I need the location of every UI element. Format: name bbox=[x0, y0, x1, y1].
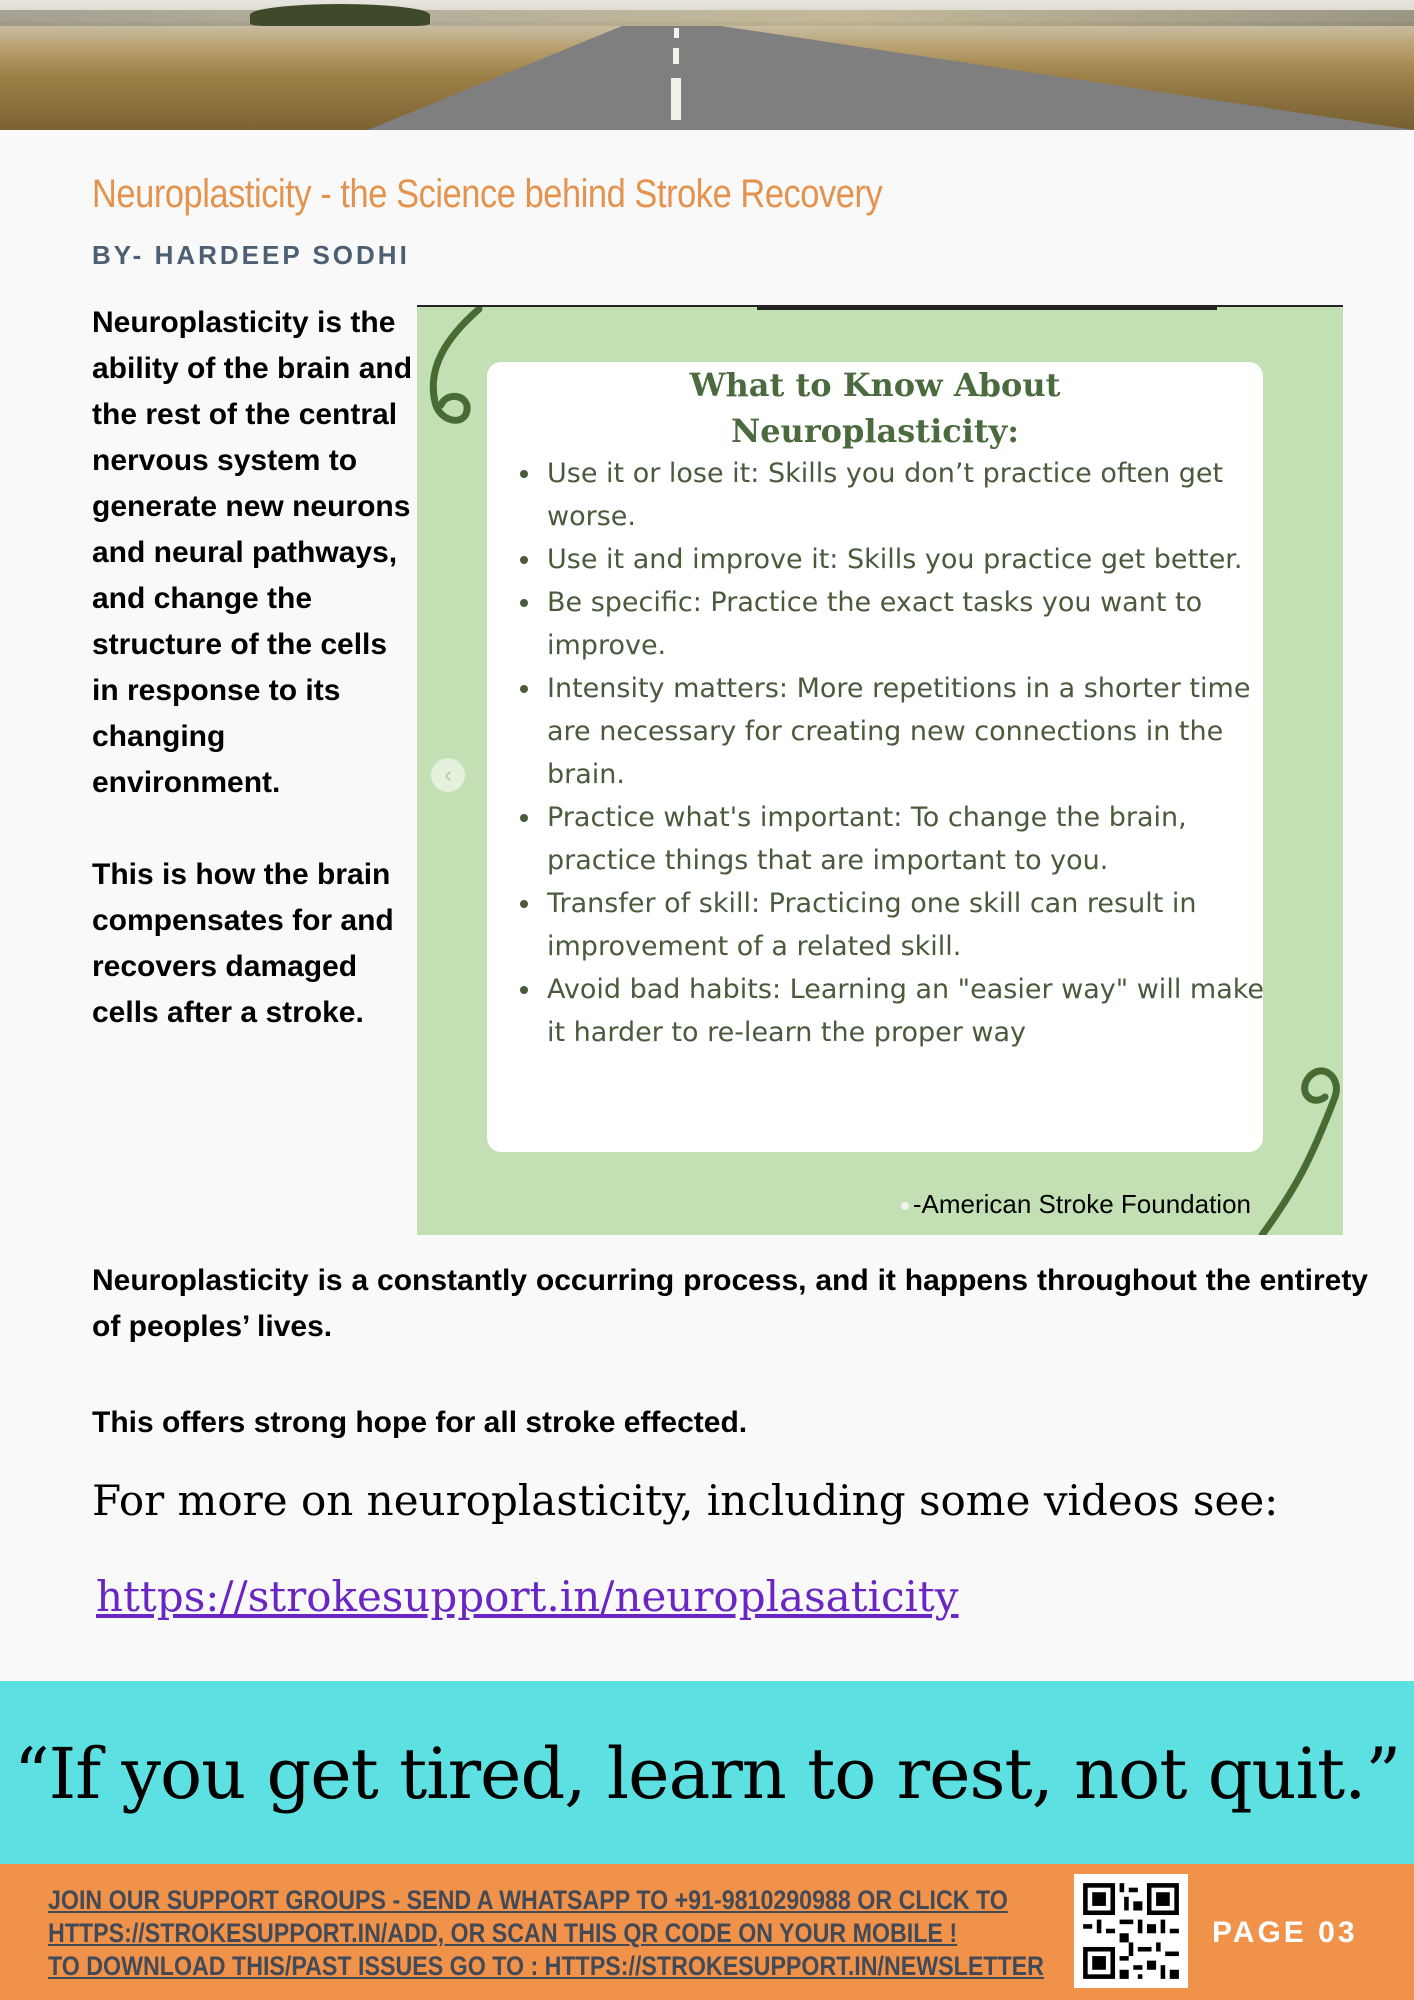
infographic-title-line-1: What to Know About bbox=[689, 366, 1061, 404]
list-item: • Practice what's important: To change the brain, practice things that are important to you. bbox=[543, 796, 1273, 882]
credit-text: -American Stroke Foundation bbox=[912, 1189, 1251, 1219]
carousel-dot-icon[interactable] bbox=[901, 1202, 909, 1210]
qr-code-icon[interactable] bbox=[1074, 1874, 1188, 1988]
header-banner-image bbox=[0, 0, 1414, 130]
neuroplasticity-link[interactable]: https://strokesupport.in/neuroplasaticity bbox=[96, 1572, 959, 1621]
list-item: • Intensity matters: More repetitions in a shorter time are necessary for creating new connections in the brain. bbox=[543, 667, 1273, 796]
list-item: • Use it or lose it: Skills you don’t practice often get worse. bbox=[543, 452, 1273, 538]
more-info-text: For more on neuroplasticity, including some videos see: bbox=[92, 1476, 1279, 1525]
article-title: Neuroplasticity - the Science behind Stroke Recovery bbox=[92, 172, 883, 216]
footer-line-1[interactable]: JOIN OUR SUPPORT GROUPS - SEND A WHATSAPP TO +91-9810290988 OR CLICK TO bbox=[48, 1885, 1008, 1915]
footer-text bbox=[48, 1884, 1044, 1983]
footer-bar bbox=[0, 1864, 1414, 2000]
footer-line-2[interactable]: HTTPS://STROKESUPPORT.IN/ADD, OR SCAN THIS QR CODE ON YOUR MOBILE ! bbox=[48, 1918, 958, 1948]
footer-line-3[interactable]: TO DOWNLOAD THIS/PAST ISSUES GO TO : HTTPS://STROKESUPPORT.IN/NEWSLETTER bbox=[48, 1951, 1044, 1981]
body-paragraph-2: This offers strong hope for all stroke effected. bbox=[92, 1406, 748, 1439]
list-item: • Use it and improve it: Skills you practice get better. bbox=[543, 538, 1273, 581]
author-byline: BY- HARDEEP SODHI bbox=[92, 240, 410, 270]
image-credit bbox=[901, 1189, 1251, 1220]
list-item: • Transfer of skill: Practicing one skill can result in improvement of a related skill. bbox=[543, 882, 1273, 968]
quote-text: “If you get tired, learn to rest, not quit.” bbox=[13, 1733, 1401, 1815]
intro-paragraph-1: Neuroplasticity is the ability of the brain and the rest of the central nervous system to generate new neurons and neural pathways, and change the structure of the cells in response to its changing environment. bbox=[92, 306, 413, 799]
page-number: PAGE 03 bbox=[1212, 1916, 1358, 1949]
body-paragraph-1: Neuroplasticity is a constantly occurring process, and it happens throughout the entirety of peoples’ lives. bbox=[92, 1264, 1368, 1343]
intro-text bbox=[92, 300, 422, 1082]
list-item: • Be specific: Practice the exact tasks you want to improve. bbox=[543, 581, 1273, 667]
infographic-title bbox=[487, 362, 1263, 454]
list-item: • Avoid bad habits: Learning an "easier way" will make it harder to re-learn the proper way bbox=[543, 968, 1273, 1054]
intro-paragraph-2: This is how the brain compensates for and recovers damaged cells after a stroke. bbox=[92, 858, 394, 1029]
infographic-title-line-2: Neuroplasticity: bbox=[730, 412, 1020, 450]
neuroplasticity-infographic bbox=[417, 305, 1343, 1235]
chevron-left-icon[interactable]: ‹ bbox=[431, 758, 465, 792]
tips-list bbox=[517, 452, 1273, 1054]
infographic-card bbox=[487, 362, 1263, 1152]
quote-band bbox=[0, 1681, 1414, 1864]
